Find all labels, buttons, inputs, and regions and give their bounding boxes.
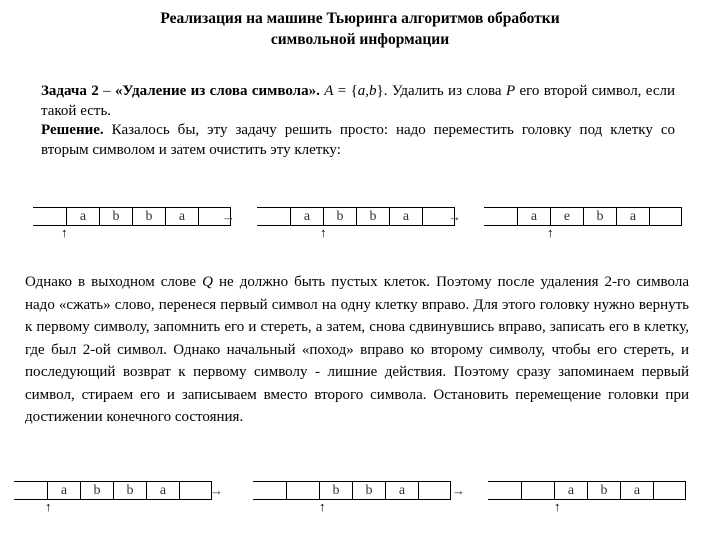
- tape-cell: [649, 208, 682, 225]
- alphabet-var: A: [324, 83, 334, 99]
- tape-cell: a: [66, 208, 99, 225]
- tape-cell: b: [132, 208, 165, 225]
- transition-arrow-icon: →: [210, 483, 223, 498]
- tape-cell: a: [385, 482, 418, 499]
- tape-cell: a: [47, 482, 80, 499]
- tape-cell: a: [165, 208, 198, 225]
- tape-cell: b: [323, 208, 356, 225]
- tape-cell: [521, 482, 554, 499]
- tape-cell: a: [517, 208, 550, 225]
- tape-head-arrow-icon: ↑: [61, 225, 68, 240]
- paragraph-part-2: не должно быть пустых клеток. Поэтому после удаления 2-го символа надо «сжать» слово, перенеся первый символ на одну клетку вправо. Для этого головку нужно вернуть к первому символу, запомнить его и стереть, а затем, снова сдвинувшись вправо, записать его в клетку, где был 2-ой символ. Однако начальный «поход» вправо ко второму символу, чтобы его стереть, и последующий возврат к первому символу - лишние действия. Поэтому сразу запоминаем первый символ, стираем его и записываем вместо второго символа. Остановить перемещение головки при достижении конечного состояния.: [25, 274, 689, 425]
- tape-cell: a: [389, 208, 422, 225]
- tape-row-top: [0, 207, 720, 257]
- tape-cell: [33, 208, 66, 225]
- output-word-var: Q: [202, 274, 213, 290]
- statement-rest: его второй символ, если такой есть.: [41, 83, 675, 119]
- tape-cell: e: [550, 208, 583, 225]
- word-var: P: [505, 83, 516, 99]
- transition-arrow-icon: →: [222, 209, 235, 224]
- tape-cell: [14, 482, 47, 499]
- task-name: «Удаление из слова символа».: [114, 83, 320, 99]
- task-dash: –: [98, 83, 115, 99]
- tape-head-arrow-icon: ↑: [547, 225, 554, 240]
- alphabet-set: a,b: [357, 83, 377, 99]
- tape-cell: a: [616, 208, 649, 225]
- tape-cell: a: [620, 482, 653, 499]
- tape-head-arrow-icon: ↑: [319, 499, 326, 514]
- title-line-1: Реализация на машине Тьюринга алгоритмов обработки: [160, 10, 560, 27]
- paragraph-part-1: Однако в выходном слове: [25, 274, 203, 290]
- task-statement: [41, 82, 675, 160]
- tape-cell: a: [554, 482, 587, 499]
- tape-cell: [484, 208, 517, 225]
- tape-cell: [253, 482, 286, 499]
- tape-cell: b: [113, 482, 146, 499]
- tape-head-arrow-icon: ↑: [554, 499, 561, 514]
- tape-head-arrow-icon: ↑: [45, 499, 52, 514]
- explanation-paragraph: [25, 271, 689, 429]
- tape-cell: a: [146, 482, 179, 499]
- tape-cell: b: [356, 208, 389, 225]
- title-line-2: символьной информации: [270, 31, 450, 48]
- tape-cell: b: [587, 482, 620, 499]
- tape-cell: a: [290, 208, 323, 225]
- solution-text: Казалось бы, эту задачу решить просто: надо переместить головку под клетку со вторым символом и затем очистить эту клетку:: [41, 122, 675, 158]
- solution-label: Решение.: [41, 122, 104, 138]
- tape-row-bottom: [0, 481, 720, 531]
- transition-arrow-icon: →: [452, 483, 465, 498]
- task-label: Задача 2: [41, 83, 99, 99]
- tape-cell: b: [80, 482, 113, 499]
- tape-cell: b: [99, 208, 132, 225]
- transition-arrow-icon: →: [448, 209, 461, 224]
- tape-cell: [653, 482, 686, 499]
- tape-cell: [179, 482, 212, 499]
- tape-cell: b: [352, 482, 385, 499]
- alphabet-close: }. Удалить из слова: [376, 83, 506, 99]
- tape-cell: [418, 482, 451, 499]
- page-title: [0, 8, 720, 50]
- tape-cell: [257, 208, 290, 225]
- tape-cell: b: [319, 482, 352, 499]
- tape-cell: [286, 482, 319, 499]
- tape-cell: [488, 482, 521, 499]
- tape-head-arrow-icon: ↑: [320, 225, 327, 240]
- tape-cell: b: [583, 208, 616, 225]
- alphabet-eq: = {: [333, 83, 358, 99]
